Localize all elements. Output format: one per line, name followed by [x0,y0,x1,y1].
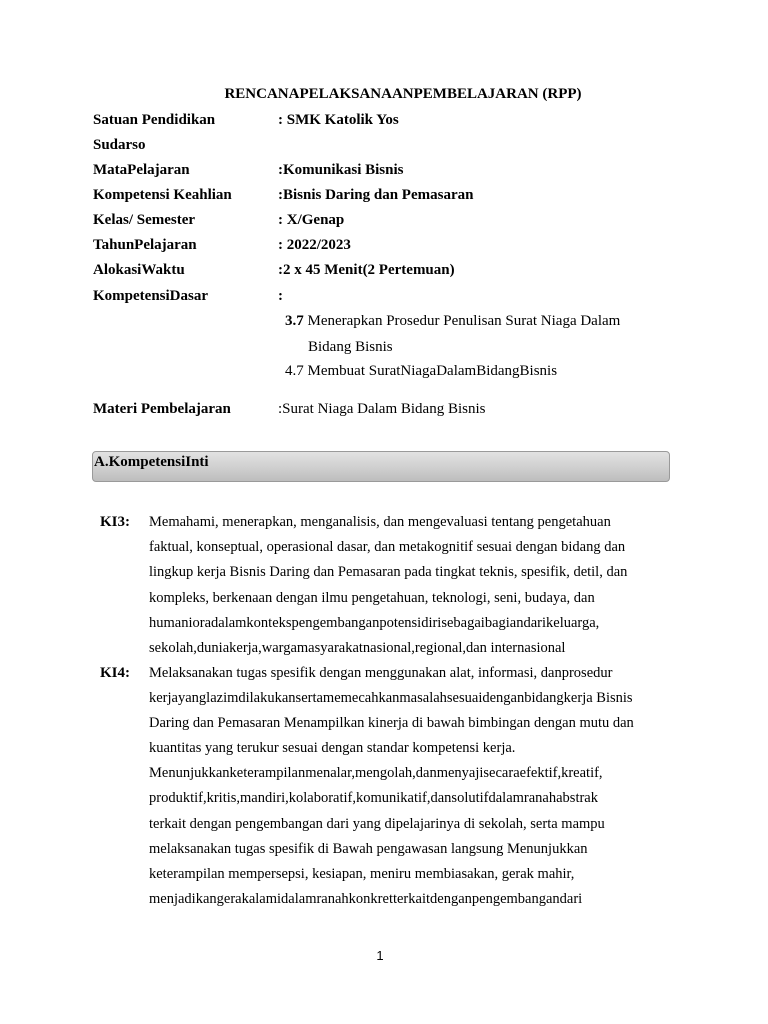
ki3-label: KI3: [100,514,130,530]
ki3-line: kompleks, berkenaan dengan ilmu pengetahuan, teknologi, seni, budaya, dan [149,590,595,606]
ki3-line: lingkup kerja Bisnis Daring dan Pemasaran pada tingkat teknis, spesifik, detil, dan [149,564,628,580]
ki4-line: terkait dengan pengembangan dari yang dipelajarinya di sekolah, serta mampu [149,816,605,832]
tahun-label: TahunPelajaran [93,237,197,253]
mapel-label: MataPelajaran [93,162,190,178]
tahun-value: : 2022/2023 [278,237,351,253]
ki3-line: Memahami, menerapkan, menganalisis, dan mengevaluasi tentang pengetahuan [149,514,611,530]
ki3-line: humanioradalamkontekspengembanganpotensidirisebagaibagiandarikeluarga, [149,615,600,631]
kd-item-3-7 [285,311,620,331]
ki3-line: sekolah,duniakerja,wargamasyarakatnasional,regional,dan internasional [149,640,566,656]
ki4-line: melaksanakan tugas spesifik di Bawah pengawasan langsung Menunjukkan [149,841,588,857]
materi-label: Materi Pembelajaran [93,401,231,417]
alokasi-value: :2 x 45 Menit(2 Pertemuan) [278,262,455,278]
kelas-label: Kelas/ Semester [93,212,196,228]
alokasi-label: AlokasiWaktu [93,262,185,278]
kompetensi-keahlian-value: :Bisnis Daring dan Pemasaran [278,187,474,203]
ki4-line: kerjayanglazimdilakukansertamemecahkanmasalahsesuaidenganbidangkerja Bisnis [149,690,633,706]
kd-item-3-7-cont: Bidang Bisnis [308,339,393,355]
ki4-label: KI4: [100,665,130,681]
ki3-line: faktual, konseptual, operasional dasar, dan metakognitif sesuai dengan bidang dan [149,539,626,555]
satuan-value: : SMK Katolik Yos [278,112,399,128]
ki4-line: menjadikangerakalamidalamranahkonkretterkaitdenganpengembangandari [149,891,583,907]
mapel-value: :Komunikasi Bisnis [278,162,404,178]
page-title: RENCANAPELAKSANAANPEMBELAJARAN (RPP) [224,86,582,102]
kelas-value: : X/Genap [278,212,345,228]
ki4-line: Menunjukkanketerampilanmenalar,mengolah,danmenyajisecaraefektif,kreatif, [149,765,603,781]
kd-item-4-7: 4.7 Membuat SuratNiagaDalamBidangBisnis [285,363,558,379]
ki4-line: Daring dan Pemasaran Menampilkan kinerja di bawah bimbingan dengan mutu dan [149,715,634,731]
satuan-cont: Sudarso [93,137,146,153]
section-header-kompetensi-inti [92,451,670,482]
materi-value: :Surat Niaga Dalam Bidang Bisnis [278,401,486,417]
kd-item-3-7-number: 3.7 [285,313,304,329]
ki4-line: produktif,kritis,mandiri,kolaboratif,komunikatif,dansolutifdalamranahabstrak [149,790,598,806]
satuan-label: Satuan Pendidikan [93,112,216,128]
kompetensi-keahlian-label: Kompetensi Keahlian [93,187,232,203]
kd-colon: : [278,288,283,304]
kd-item-3-7-text: Menerapkan Prosedur Penulisan Surat Niaga Dalam [303,313,621,329]
section-title: A.KompetensiInti [94,454,209,470]
kd-label: KompetensiDasar [93,288,208,304]
ki4-line: Melaksanakan tugas spesifik dengan menggunakan alat, informasi, danprosedur [149,665,613,681]
page-number: 1 [376,948,384,963]
ki4-line: keterampilan mempersepsi, kesiapan, meniru membiasakan, gerak mahir, [149,866,575,882]
ki4-line: kuantitas yang terukur sesuai dengan standar kompetensi kerja. [149,740,516,756]
